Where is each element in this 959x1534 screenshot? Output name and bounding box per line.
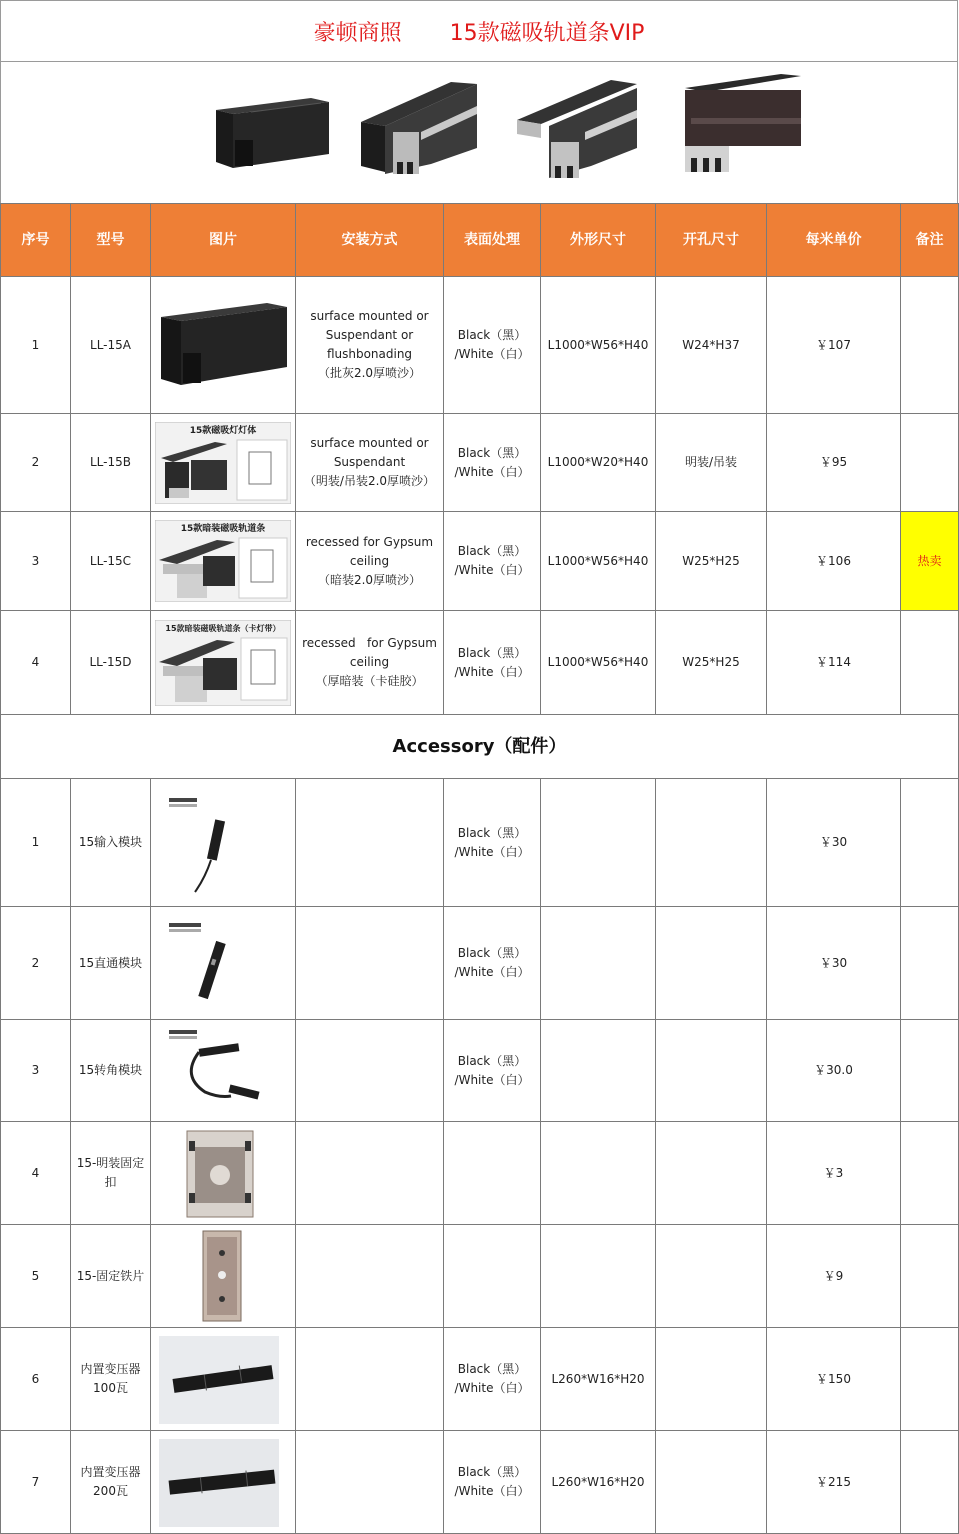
photo-caption: 15款磁吸灯灯体 <box>189 425 257 436</box>
row-price: ￥114 <box>767 611 901 715</box>
row-no: 7 <box>1 1431 71 1534</box>
row-finish: Black（黑） /White（白） <box>444 1020 541 1122</box>
col-header-install: 安装方式 <box>296 204 444 277</box>
table-row <box>1 1431 959 1534</box>
track-15d-photo <box>155 620 291 706</box>
row-cutout <box>656 907 767 1020</box>
row-note <box>901 907 959 1020</box>
row-model: 内置变压器100瓦 <box>71 1328 151 1431</box>
row-size <box>541 779 656 907</box>
row-note-hot-badge: 热卖 <box>901 512 959 611</box>
row-note <box>901 779 959 907</box>
photo-caption: 15款暗装磁吸轨道条（卡灯带） <box>165 623 281 633</box>
banner-images <box>1 62 959 204</box>
table-row <box>1 779 959 907</box>
row-price: ￥9 <box>767 1225 901 1328</box>
row-model: 15-固定铁片 <box>71 1225 151 1328</box>
row-model: LL-15D <box>71 611 151 715</box>
product-series-title: 15款磁吸轨道条VIP <box>449 20 645 46</box>
track-profile-15b-image <box>361 82 477 174</box>
row-size: L1000*W56*H40 <box>541 611 656 715</box>
col-header-model: 型号 <box>71 204 151 277</box>
row-model: 15直通模块 <box>71 907 151 1020</box>
brand-title: 豪顿商照 <box>313 20 402 46</box>
row-cutout: W24*H37 <box>656 277 767 414</box>
row-price: ￥215 <box>767 1431 901 1534</box>
row-cutout: 明装/吊装 <box>656 414 767 512</box>
col-header-price: 每米单价 <box>767 204 901 277</box>
row-install <box>296 1020 444 1122</box>
row-finish: Black（黑） /White（白） <box>444 414 541 512</box>
row-size: L1000*W20*H40 <box>541 414 656 512</box>
row-install: surface mounted or Suspendant （明装/吊装2.0厚喷沙） <box>296 414 444 512</box>
track-profile-15a-image <box>216 98 329 168</box>
row-model: 15-明装固定扣 <box>71 1122 151 1225</box>
row-model: LL-15A <box>71 277 151 414</box>
row-finish <box>444 1225 541 1328</box>
row-image <box>151 779 296 907</box>
row-model: LL-15B <box>71 414 151 512</box>
driver-100w-photo <box>155 1332 291 1426</box>
col-header-image: 图片 <box>151 204 296 277</box>
row-price: ￥30 <box>767 907 901 1020</box>
photo-caption: 15款暗装磁吸轨道条 <box>180 524 266 534</box>
row-cutout <box>656 1020 767 1122</box>
iron-plate-photo <box>155 1229 291 1323</box>
row-no: 3 <box>1 512 71 611</box>
col-header-cutout: 开孔尺寸 <box>656 204 767 277</box>
row-finish: Black（黑） /White（白） <box>444 1328 541 1431</box>
col-header-finish: 表面处理 <box>444 204 541 277</box>
table-row <box>1 1122 959 1225</box>
row-no: 6 <box>1 1328 71 1431</box>
row-finish: Black（黑） /White（白） <box>444 779 541 907</box>
row-finish: Black（黑） /White（白） <box>444 277 541 414</box>
row-image <box>151 1020 296 1122</box>
row-size <box>541 1225 656 1328</box>
row-size <box>541 1020 656 1122</box>
row-cutout <box>656 1122 767 1225</box>
row-note <box>901 414 959 512</box>
row-size: L260*W16*H20 <box>541 1328 656 1431</box>
row-size <box>541 1122 656 1225</box>
track-15b-photo <box>155 422 291 504</box>
row-install: recessed for Gypsum ceiling （厚暗装（卡硅胶） <box>296 611 444 715</box>
row-cutout: W25*H25 <box>656 611 767 715</box>
track-15a-photo <box>155 297 291 393</box>
row-image <box>151 512 296 611</box>
table-row <box>1 907 959 1020</box>
row-image <box>151 277 296 414</box>
row-image <box>151 611 296 715</box>
row-finish: Black（黑） /White（白） <box>444 611 541 715</box>
row-cutout <box>656 779 767 907</box>
input-module-photo <box>155 788 291 898</box>
straight-module-photo <box>155 915 291 1011</box>
row-note <box>901 1020 959 1122</box>
track-15c-photo <box>155 520 291 602</box>
table-row <box>1 414 959 512</box>
row-image <box>151 907 296 1020</box>
row-note <box>901 277 959 414</box>
row-model: 15输入模块 <box>71 779 151 907</box>
table-row <box>1 277 959 414</box>
row-image <box>151 1431 296 1534</box>
row-note <box>901 1328 959 1431</box>
product-banner <box>0 62 958 204</box>
row-no: 2 <box>1 414 71 512</box>
row-finish <box>444 1122 541 1225</box>
row-note <box>901 611 959 715</box>
row-install <box>296 779 444 907</box>
row-cutout <box>656 1225 767 1328</box>
row-model: 内置变压器200瓦 <box>71 1431 151 1534</box>
row-price: ￥30.0 <box>767 1020 901 1122</box>
mounting-clip-photo <box>155 1127 291 1219</box>
row-price: ￥150 <box>767 1328 901 1431</box>
row-no: 3 <box>1 1020 71 1122</box>
driver-200w-photo <box>155 1435 291 1529</box>
row-no: 4 <box>1 1122 71 1225</box>
table-header-row <box>1 204 959 277</box>
row-price: ￥107 <box>767 277 901 414</box>
row-cutout: W25*H25 <box>656 512 767 611</box>
row-finish: Black（黑） /White（白） <box>444 512 541 611</box>
table-row <box>1 1225 959 1328</box>
row-size <box>541 907 656 1020</box>
row-no: 4 <box>1 611 71 715</box>
table-row <box>1 611 959 715</box>
row-install: recessed for Gypsum ceiling （暗装2.0厚喷沙） <box>296 512 444 611</box>
row-note <box>901 1431 959 1534</box>
price-table <box>0 203 959 1534</box>
table-row <box>1 512 959 611</box>
col-header-no: 序号 <box>1 204 71 277</box>
row-size: L260*W16*H20 <box>541 1431 656 1534</box>
row-install <box>296 907 444 1020</box>
accessory-section-row <box>1 715 959 779</box>
row-image <box>151 1225 296 1328</box>
row-size: L1000*W56*H40 <box>541 512 656 611</box>
row-model: 15转角模块 <box>71 1020 151 1122</box>
row-finish: Black（黑） /White（白） <box>444 907 541 1020</box>
row-image <box>151 1122 296 1225</box>
corner-module-photo <box>155 1026 291 1116</box>
row-finish: Black（黑） /White（白） <box>444 1431 541 1534</box>
row-cutout <box>656 1328 767 1431</box>
row-install <box>296 1122 444 1225</box>
row-install <box>296 1328 444 1431</box>
track-profile-15d-image <box>685 74 801 172</box>
row-no: 1 <box>1 779 71 907</box>
row-no: 2 <box>1 907 71 1020</box>
row-cutout <box>656 1431 767 1534</box>
accessory-section-title: Accessory（配件） <box>1 715 959 779</box>
row-note <box>901 1225 959 1328</box>
row-no: 5 <box>1 1225 71 1328</box>
row-image <box>151 1328 296 1431</box>
sheet-title-row <box>0 0 958 62</box>
track-profile-15c-image <box>517 80 637 178</box>
row-no: 1 <box>1 277 71 414</box>
row-price: ￥30 <box>767 779 901 907</box>
row-price: ￥95 <box>767 414 901 512</box>
col-header-size: 外形尺寸 <box>541 204 656 277</box>
row-image <box>151 414 296 512</box>
row-install <box>296 1225 444 1328</box>
col-header-note: 备注 <box>901 204 959 277</box>
row-price: ￥106 <box>767 512 901 611</box>
row-size: L1000*W56*H40 <box>541 277 656 414</box>
row-note <box>901 1122 959 1225</box>
row-price: ￥3 <box>767 1122 901 1225</box>
row-install <box>296 1431 444 1534</box>
table-row <box>1 1020 959 1122</box>
table-row <box>1 1328 959 1431</box>
row-install: surface mounted or Suspendant or flushbonading （批灰2.0厚喷沙） <box>296 277 444 414</box>
row-model: LL-15C <box>71 512 151 611</box>
